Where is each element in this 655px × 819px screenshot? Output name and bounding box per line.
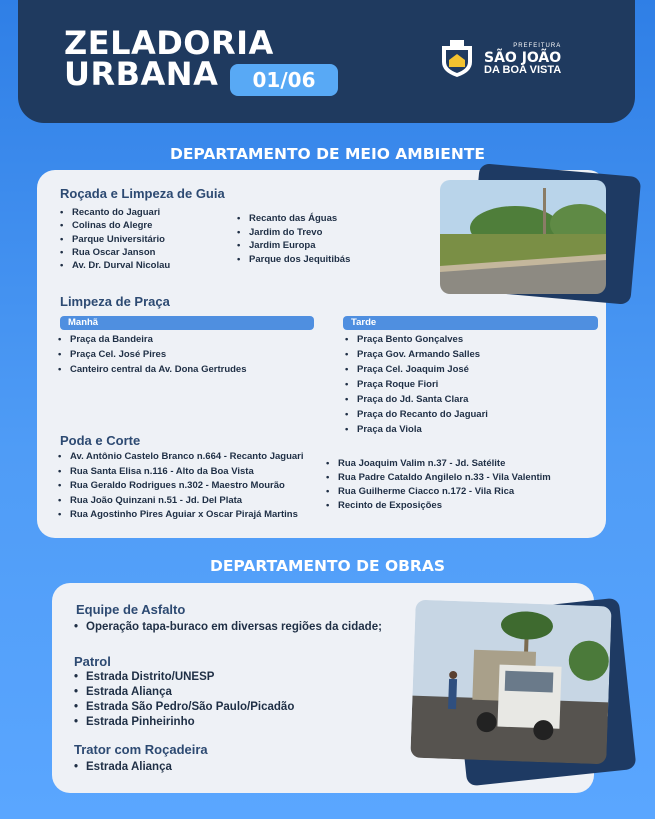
list-item: • Jardim Europa: [237, 239, 350, 253]
roadside-photo: [440, 180, 606, 294]
roadside-image: [440, 180, 606, 294]
list-item: • Rua Agostinho Pires Aguiar x Oscar Pirajá Martins: [58, 508, 304, 523]
tarde-list: [345, 332, 488, 437]
list-item: • Parque dos Jequitibás: [237, 253, 350, 267]
list-item: • Recanto das Águas: [237, 212, 350, 226]
poda-list-1: [58, 450, 304, 523]
list-item: • Canteiro central da Av. Dona Gertrudes: [58, 362, 247, 377]
roadwork-photo: [410, 600, 611, 765]
list-item: • Praça Bento Gonçalves: [345, 332, 488, 347]
list-item: • Estrada Aliança: [74, 685, 294, 700]
rocada-list-2: [237, 212, 350, 266]
trator-heading: Trator com Roçadeira: [74, 742, 208, 757]
list-item: • Praça do Recanto do Jaguari: [345, 407, 488, 422]
logo-prefeitura: PREFEITURA: [513, 43, 562, 49]
rocada-heading: Roçada e Limpeza de Guia: [60, 186, 225, 201]
list-item: • Operação tapa-buraco em diversas regiões da cidade;: [74, 620, 382, 635]
list-item: • Recanto do Jaguari: [60, 206, 170, 219]
list-item: • Rua Padre Cataldo Angilelo n.33 - Vila Valentim: [326, 471, 551, 485]
list-item: • Jardim do Trevo: [237, 226, 350, 240]
patrol-list: [74, 670, 294, 730]
manha-label: Manhã: [60, 316, 314, 330]
list-item: • Av. Dr. Durval Nicolau: [60, 259, 170, 272]
section-title-meio-ambiente: DEPARTAMENTO DE MEIO AMBIENTE: [169, 145, 486, 163]
section-title-obras: DEPARTAMENTO DE OBRAS: [209, 557, 446, 575]
asfalto-heading: Equipe de Asfalto: [76, 602, 186, 617]
rocada-list-1: [60, 206, 170, 272]
city-logo: [436, 38, 561, 78]
list-item: • Rua Geraldo Rodrigues n.302 - Maestro Mourão: [58, 479, 304, 494]
list-item: • Estrada São Pedro/São Paulo/Picadão: [74, 700, 294, 715]
list-item: • Rua Guilherme Ciacco n.172 - Vila Rica: [326, 485, 551, 499]
page-number-badge: 01/06: [230, 64, 338, 96]
praca-heading: Limpeza de Praça: [60, 294, 170, 309]
list-item: • Recinto de Exposições: [326, 499, 551, 513]
patrol-heading: Patrol: [74, 654, 111, 669]
asfalto-list: [74, 620, 382, 635]
poda-list-2: [326, 457, 551, 513]
list-item: • Av. Antônio Castelo Branco n.664 - Recanto Jaguari: [58, 450, 304, 465]
crest-icon: [436, 38, 478, 78]
list-item: • Parque Universitário: [60, 233, 170, 246]
list-item: • Rua Santa Elisa n.116 - Alto da Boa Vista: [58, 465, 304, 480]
trator-list: [74, 760, 172, 775]
list-item: • Estrada Aliança: [74, 760, 172, 775]
list-item: • Praça Cel. José Pires: [58, 347, 247, 362]
manha-list: [58, 332, 247, 377]
poda-heading: Poda e Corte: [60, 433, 141, 448]
title-line-1: ZELADORIA: [64, 24, 274, 62]
list-item: • Praça Cel. Joaquim José: [345, 362, 488, 377]
title-line-2: URBANA: [64, 55, 219, 93]
list-item: • Colinas do Alegre: [60, 219, 170, 232]
list-item: • Praça Gov. Armando Salles: [345, 347, 488, 362]
list-item: • Rua Joaquim Valim n.37 - Jd. Satélite: [326, 457, 551, 471]
tarde-label: Tarde: [343, 316, 598, 330]
list-item: • Praça do Jd. Santa Clara: [345, 392, 488, 407]
logo-city-suffix: DA BOA VISTA: [484, 64, 562, 76]
logo-city-name: SÃO JOÃO: [484, 50, 562, 66]
list-item: • Praça Roque Fiori: [345, 377, 488, 392]
list-item: • Praça da Viola: [345, 422, 488, 437]
list-item: • Praça da Bandeira: [58, 332, 247, 347]
list-item: • Estrada Distrito/UNESP: [74, 670, 294, 685]
list-item: • Rua Oscar Janson: [60, 246, 170, 259]
list-item: • Estrada Pinheirinho: [74, 715, 294, 730]
roadwork-image: [410, 600, 611, 765]
list-item: • Rua João Quinzani n.51 - Jd. Del Plata: [58, 494, 304, 509]
